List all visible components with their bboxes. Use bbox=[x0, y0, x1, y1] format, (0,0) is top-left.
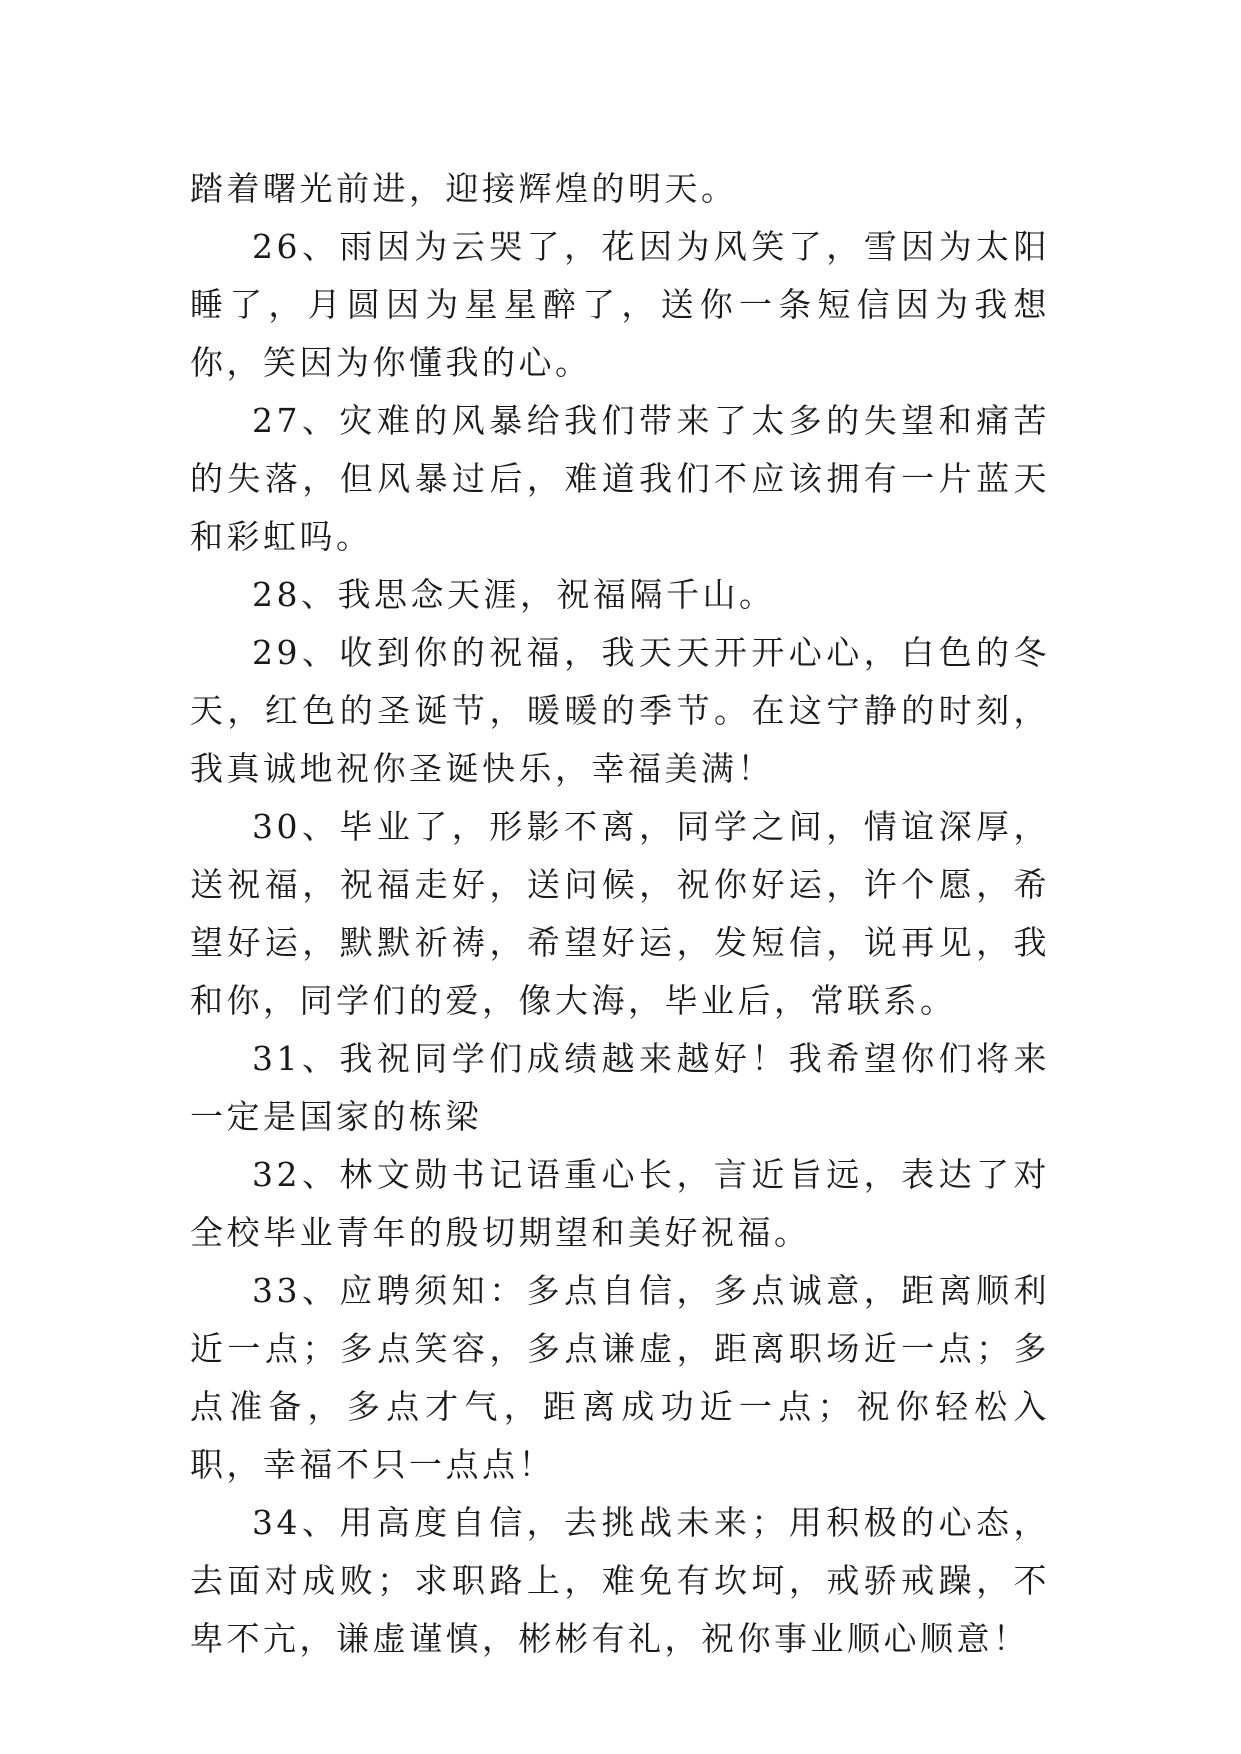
paragraph-31: 31、我祝同学们成绩越来越好！我希望你们将来一定是国家的栋梁 bbox=[190, 1039, 1050, 1136]
paragraph-28: 28、我思念天涯，祝福隔千山。 bbox=[252, 575, 776, 614]
document-body bbox=[190, 160, 1050, 1668]
paragraph-33: 33、应聘须知：多点自信，多点诚意，距离顺利近一点；多点笑容，多点谦虚，距离职场近一点；多点准备，多点才气，距离成功近一点；祝你轻松入职，幸福不只一点点！ bbox=[190, 1271, 1050, 1484]
paragraph-26: 26、雨因为云哭了，花因为风笑了，雪因为太阳睡了，月圆因为星星醉了，送你一条短信因为我想你，笑因为你懂我的心。 bbox=[190, 227, 1050, 382]
paragraph-continuation: 踏着曙光前进，迎接辉煌的明天。 bbox=[190, 169, 738, 208]
paragraph-32: 32、林文勋书记语重心长，言近旨远，表达了对全校毕业青年的殷切期望和美好祝福。 bbox=[190, 1155, 1050, 1252]
paragraph-27: 27、灾难的风暴给我们带来了太多的失望和痛苦的失落，但风暴过后，难道我们不应该拥有一片蓝天和彩虹吗。 bbox=[190, 401, 1050, 556]
paragraph-34: 34、用高度自信，去挑战未来；用积极的心态，去面对成败；求职路上，难免有坎坷，戒骄戒躁，不卑不亢，谦虚谨慎，彬彬有礼，祝你事业顺心顺意！ bbox=[190, 1503, 1050, 1658]
paragraph-29: 29、收到你的祝福，我天天开开心心，白色的冬天，红色的圣诞节，暖暖的季节。在这宁静的时刻，我真诚地祝你圣诞快乐，幸福美满！ bbox=[190, 633, 1050, 788]
paragraph-30: 30、毕业了，形影不离，同学之间，情谊深厚，送祝福，祝福走好，送问候，祝你好运，许个愿，希望好运，默默祈祷，希望好运，发短信，说再见，我和你，同学们的爱，像大海，毕业后，常联系。 bbox=[190, 807, 1050, 1020]
